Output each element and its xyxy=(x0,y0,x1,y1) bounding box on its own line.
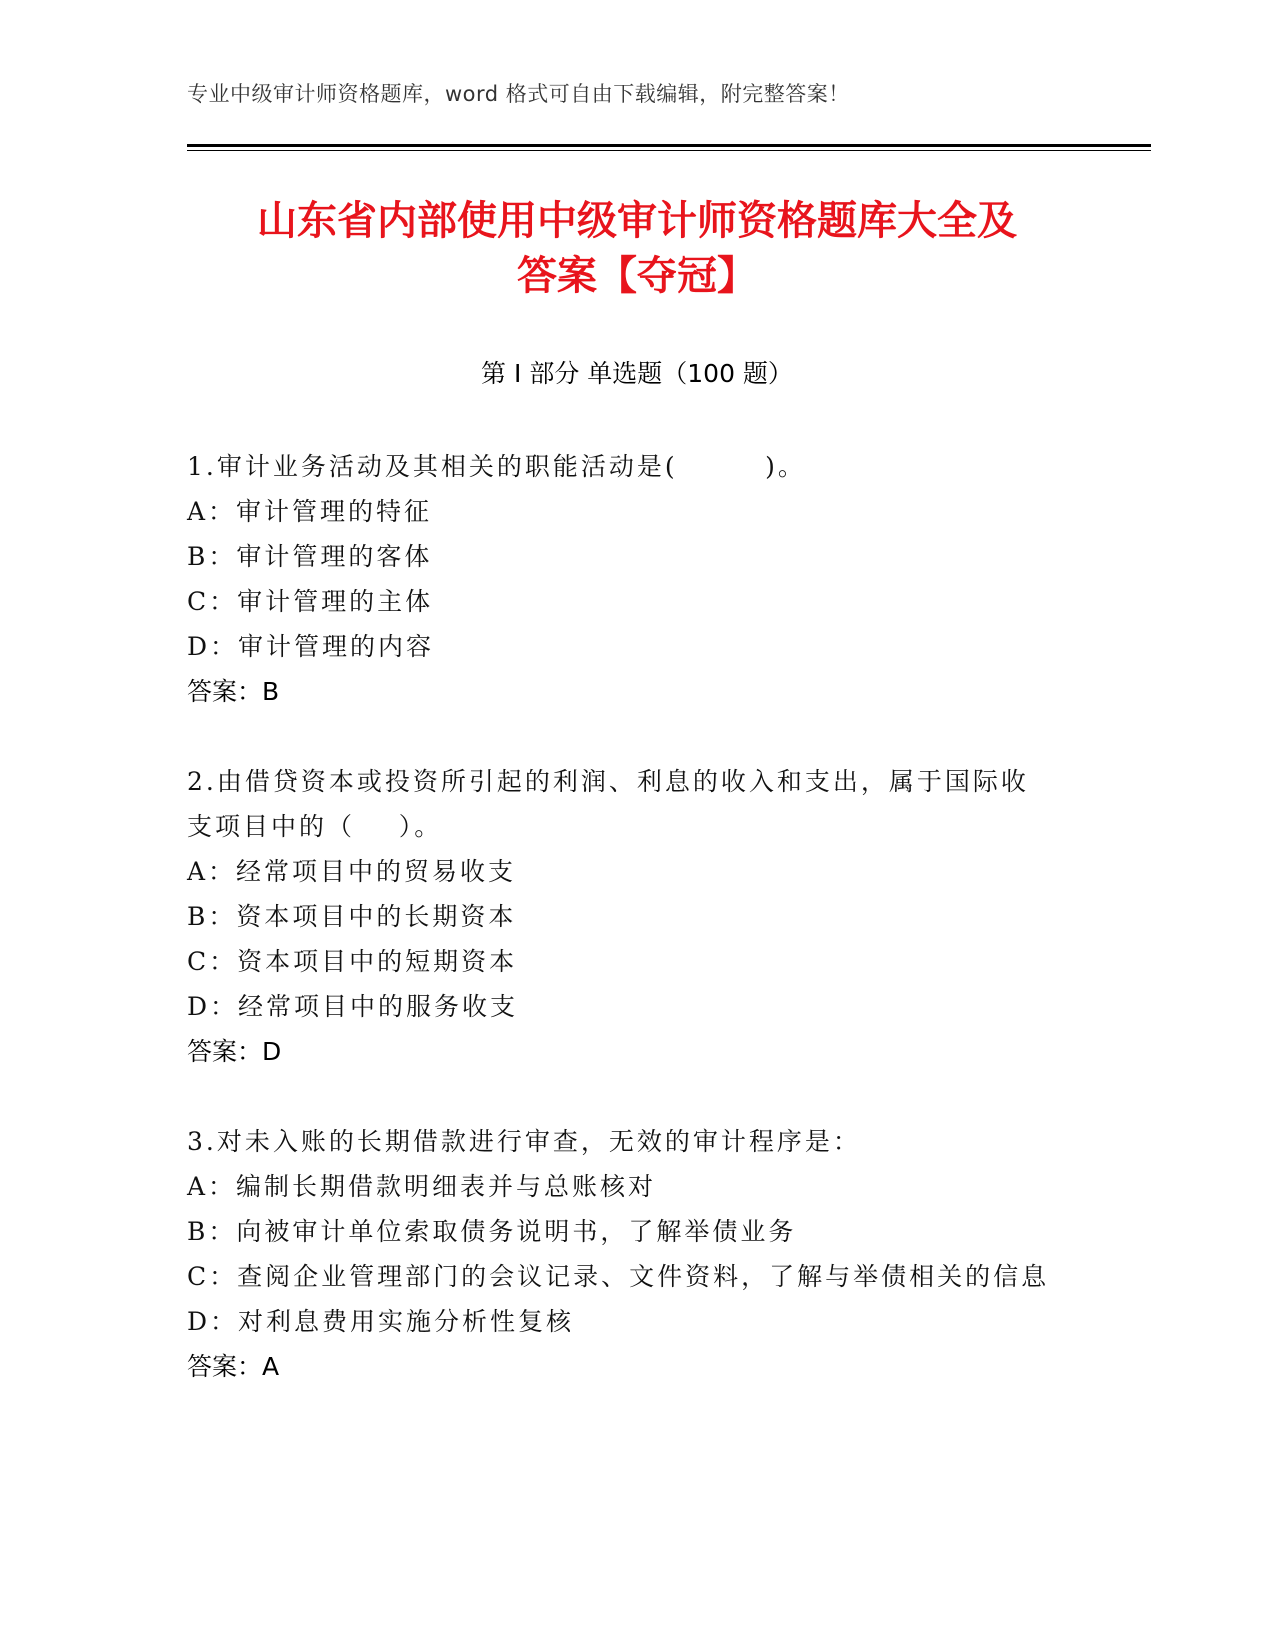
option-a: A：审计管理的特征 xyxy=(187,497,433,526)
option-a: A：编制长期借款明细表并与总账核对 xyxy=(187,1172,657,1201)
option-c: C：审计管理的主体 xyxy=(187,587,434,616)
question-stem: 1.审计业务活动及其相关的职能活动是( )。 xyxy=(187,452,806,481)
option-c: C：资本项目中的短期资本 xyxy=(187,947,518,976)
document-title-line-1: 山东省内部使用中级审计师资格题库大全及 xyxy=(257,198,1017,244)
option-a: A：经常项目中的贸易收支 xyxy=(187,857,517,886)
option-b: B：审计管理的客体 xyxy=(187,542,433,571)
option-c: C：查阅企业管理部门的会议记录、文件资料，了解与举债相关的信息 xyxy=(187,1262,1050,1291)
question-stem-continued: 支项目中的（ ）。 xyxy=(187,812,443,841)
header-rule-thick xyxy=(187,144,1151,147)
question-1 xyxy=(187,444,1087,714)
section-title: 第 I 部分 单选题（100 题） xyxy=(481,359,793,388)
header-rule-thin xyxy=(187,150,1151,151)
document-title xyxy=(187,194,1087,304)
option-d: D：审计管理的内容 xyxy=(187,632,435,661)
answer: 答案：B xyxy=(187,677,280,706)
question-list xyxy=(187,444,1087,1434)
question-stem: 3.对未入账的长期借款进行审查，无效的审计程序是： xyxy=(187,1127,861,1156)
question-3 xyxy=(187,1119,1087,1389)
question-2 xyxy=(187,759,1087,1074)
option-d: D：经常项目中的服务收支 xyxy=(187,992,519,1021)
option-d: D：对利息费用实施分析性复核 xyxy=(187,1307,575,1336)
option-b: B：资本项目中的长期资本 xyxy=(187,902,517,931)
answer: 答案：D xyxy=(187,1037,282,1066)
document-title-line-2: 答案【夺冠】 xyxy=(517,253,757,299)
question-stem: 2.由借贷资本或投资所引起的利润、利息的收入和支出，属于国际收 xyxy=(187,767,1029,796)
answer: 答案：A xyxy=(187,1352,280,1381)
header-note: 专业中级审计师资格题库，word 格式可自由下载编辑，附完整答案！ xyxy=(187,82,850,106)
option-b: B：向被审计单位索取债务说明书，了解举债业务 xyxy=(187,1217,797,1246)
